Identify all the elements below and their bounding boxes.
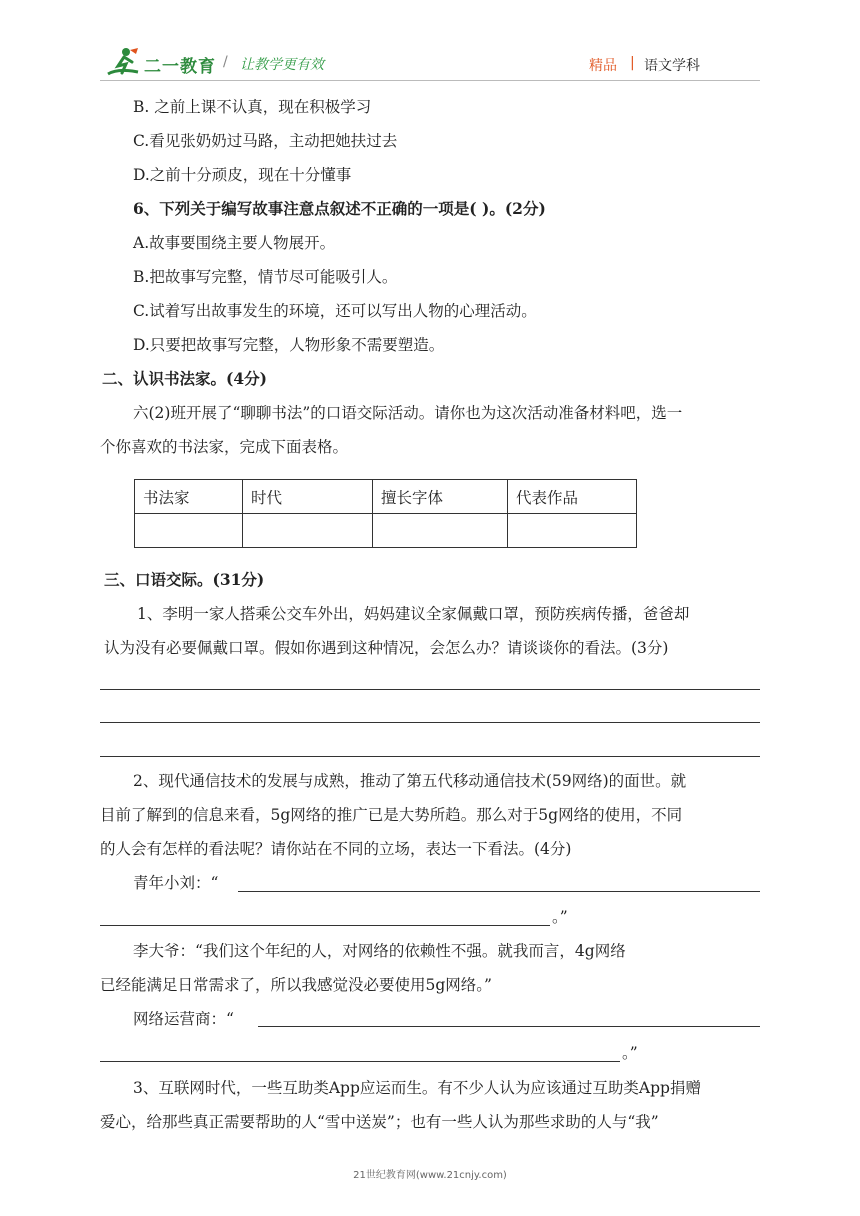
answer-cell-era[interactable] xyxy=(243,514,373,548)
table-header-cell: 时代 xyxy=(243,480,373,514)
uncle-line2: 已经能满足日常需求了，所以我感觉没必要使用5g网络。” xyxy=(100,976,492,994)
header-badge: 精品 xyxy=(589,58,617,74)
q1-line1: 1、李明一家人搭乘公交车外出，妈妈建议全家佩戴口罩，预防疾病传播，爸爸却 xyxy=(137,605,690,623)
logo-icon xyxy=(104,46,142,78)
table-header-cell: 擅长字体 xyxy=(373,480,508,514)
q3-line1: 3、互联网时代，一些互助类App应运而生。有不少人认为应该通过互助类App捐赠 xyxy=(133,1079,701,1097)
q3-line2: 爱心，给那些真正需要帮助的人“雪中送炭”；也有一些人认为那些求助的人与“我” xyxy=(100,1113,659,1131)
operator-answer-line[interactable] xyxy=(258,1026,760,1027)
answer-cell-works[interactable] xyxy=(508,514,637,548)
q2-line1: 2、现代通信技术的发展与成熟，推动了第五代移动通信技术(59网络)的面世。就 xyxy=(133,772,687,790)
uncle-line1: 李大爷：“我们这个年纪的人，对网络的依赖性不强。就我而言，4g网络 xyxy=(133,942,626,960)
q1-line2: 认为没有必要佩戴口罩。假如你遇到这种情况，会怎么办？请谈谈你的看法。(3分) xyxy=(104,639,669,657)
q6-option-a: A.故事要围绕主要人物展开。 xyxy=(133,234,336,252)
youth-quote-end: 。” xyxy=(552,908,568,926)
youth-answer-line[interactable] xyxy=(100,925,550,926)
q6-option-c: C.试着写出故事发生的环境，还可以写出人物的心理活动。 xyxy=(133,302,537,320)
header-separator: | xyxy=(630,55,635,71)
table-answer-row xyxy=(135,514,637,548)
answer-cell-calligrapher[interactable] xyxy=(135,514,243,548)
youth-answer-line[interactable] xyxy=(238,891,760,892)
q2-line3: 的人会有怎样的看法呢？请你站在不同的立场，表达一下看法。(4分) xyxy=(100,840,572,858)
operator-quote-end: 。” xyxy=(622,1044,638,1062)
section2-title: 二、认识书法家。(4分) xyxy=(102,369,267,388)
answer-line[interactable] xyxy=(100,722,760,723)
answer-line[interactable] xyxy=(100,689,760,690)
header-rule xyxy=(100,80,760,81)
q6-option-b: B.把故事写完整，情节尽可能吸引人。 xyxy=(133,268,398,286)
section3-title: 三、口语交际。(31分) xyxy=(104,570,265,589)
q6-option-d: D.只要把故事写完整，人物形象不需要塑造。 xyxy=(133,336,445,354)
section2-prompt-line1: 六(2)班开展了“聊聊书法”的口语交际活动。请你也为这次活动准备材料吧，选一 xyxy=(133,404,683,422)
q6-stem: 6、下列关于编写故事注意点叙述不正确的一项是( )。(2分) xyxy=(133,199,546,218)
table-header-cell: 书法家 xyxy=(135,480,243,514)
header-divider: / xyxy=(223,54,228,70)
section2-prompt-line2: 个你喜欢的书法家，完成下面表格。 xyxy=(100,438,349,456)
answer-cell-script[interactable] xyxy=(373,514,508,548)
table-header-cell: 代表作品 xyxy=(508,480,637,514)
youth-label: 青年小刘：“ xyxy=(133,874,219,892)
calligrapher-table xyxy=(134,479,637,548)
q2-line2: 目前了解到的信息来看，5g网络的推广已是大势所趋。那么对于5g网络的使用，不同 xyxy=(100,806,683,824)
header-subject: 语文学科 xyxy=(644,58,700,74)
logo-text: 二一教育 xyxy=(144,57,216,77)
q5-option-c: C.看见张奶奶过马路，主动把她扶过去 xyxy=(133,132,398,150)
q5-option-d: D.之前十分顽皮，现在十分懂事 xyxy=(133,166,352,184)
page-footer: 21世纪教育网(www.21cnjy.com) xyxy=(353,1170,507,1181)
answer-line[interactable] xyxy=(100,756,760,757)
header-slogan: 让教学更有效 xyxy=(240,57,324,73)
operator-answer-line[interactable] xyxy=(100,1061,620,1062)
q5-option-b: B. 之前上课不认真，现在积极学习 xyxy=(133,98,372,116)
table-header-row xyxy=(135,480,637,514)
operator-label: 网络运营商：“ xyxy=(133,1010,234,1028)
